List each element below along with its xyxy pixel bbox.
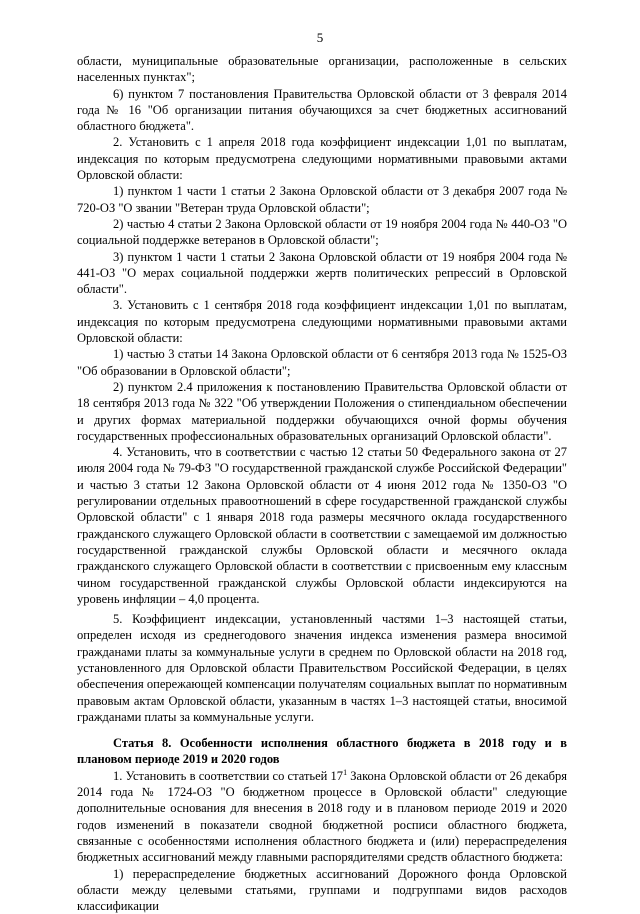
- paragraph: 3. Установить с 1 сентября 2018 года коэффициент индексации 1,01 по выплатам, индексация по которым предусмотрена следующими нормативными правовыми актами Орловской области:: [77, 298, 567, 346]
- paragraph: 6) пунктом 7 постановления Правительства Орловской области от 3 февраля 2014 года № 16 "Об организации питания обучающихся за счет бюджетных ассигнований областного бюджета".: [77, 86, 567, 134]
- paragraph: 1) перераспределение бюджетных ассигнований Дорожного фонда Орловской области между целевыми статьями, группами и подгруппами видов расходов классификации: [77, 866, 567, 914]
- paragraph: 5. Коэффициент индексации, установленный частями 1–3 настоящей статьи, определен исходя из среднегодового значения индекса изменения размера вносимой гражданами платы за коммунальные услуги в среднем по Орловской области на 2018 год, установленного для Орловской области Правительством Российской Федерации, в целях обеспечения опережающей компенсации получателям социальных выплат по нормативным правовым актам Орловской области, указанным в частях 1–3 настоящей статьи, вносимой гражданами платы за коммунальные услуги.: [77, 612, 567, 724]
- paragraph: 2. Установить с 1 апреля 2018 года коэффициент индексации 1,01 по выплатам, индексация по которым предусмотрена следующими нормативными правовыми актами Орловской области:: [77, 135, 567, 183]
- document-body: [77, 53, 567, 914]
- paragraph: 1) частью 3 статьи 14 Закона Орловской области от 6 сентября 2013 года № 1525-ОЗ "Об образовании в Орловской области";: [77, 347, 567, 378]
- paragraph: 1) пунктом 1 части 1 статьи 2 Закона Орловской области от 3 декабря 2007 года № 720-ОЗ "О звании "Ветеран труда Орловской области";: [77, 184, 567, 215]
- paragraph: 4. Установить, что в соответствии с частью 12 статьи 50 Федерального закона от 27 июля 2004 года № 79-ФЗ "О государственной гражданской службе Российской Федерации" и частью 3 статьи 12 Закона Орловской области от 4 июня 2012 года № 1350-ОЗ "О регулировании отдельных правоотношений в сфере государственной гражданской службы Орловской области" с 1 января 2018 года размеры месячного оклада государственного гражданского служащего Орловской области в соответствии с замещаемой им должностью государственной гражданской службы Орловской области и месячного оклада гражданского служащего Орловской области в соответствии с присвоенным ему классным чином государственной гражданской службы Орловской области индексируются на уровень инфляции – 4,0 процента.: [77, 445, 567, 606]
- paragraph-text: 1. Установить в соответствии со статьей 17: [113, 768, 344, 783]
- superscript: 1: [343, 767, 348, 777]
- paragraph: 2) пунктом 2.4 приложения к постановлению Правительства Орловской области от 18 сентября 2013 года № 322 "Об утверждении Положения о стипендиальном обеспечении и других формах материальной поддержки обучающихся очной формы обучения государственных профессиональных образовательных организаций Орловской области".: [77, 379, 567, 443]
- paragraph: 3) пунктом 1 части 1 статьи 2 Закона Орловской области от 19 ноября 2004 года № 441-ОЗ "О мерах социальной поддержки жертв политических репрессий в Орловской области".: [77, 249, 567, 297]
- paragraph: 2) частью 4 статьи 2 Закона Орловской области от 19 ноября 2004 года № 440-ОЗ "О социальной поддержке ветеранов в Орловской области";: [77, 216, 567, 248]
- article-heading: Статья 8. Особенности исполнения областного бюджета в 2018 году и в плановом периоде 2019 и 2020 годов: [77, 736, 567, 767]
- paragraph: области, муниципальные образовательные организации, расположенные в сельских населенных пунктах";: [77, 54, 567, 85]
- paragraph-text: Закона Орловской области от 26 декабря 2014 года № 1724-ОЗ "О бюджетном процессе в Орловской области" следующие дополнительные основания для внесения в 2018 году и в плановом периоде 2019 и 2020 годов изменений в показатели сводной бюджетной росписи областного бюджета, связанные с особенностями исполнения областного бюджета и (или) перераспределения бюджетных ассигнований между главными распорядителями средств областного бюджета:: [77, 768, 567, 865]
- paragraph: [77, 768, 567, 866]
- page-number: 5: [316, 30, 324, 45]
